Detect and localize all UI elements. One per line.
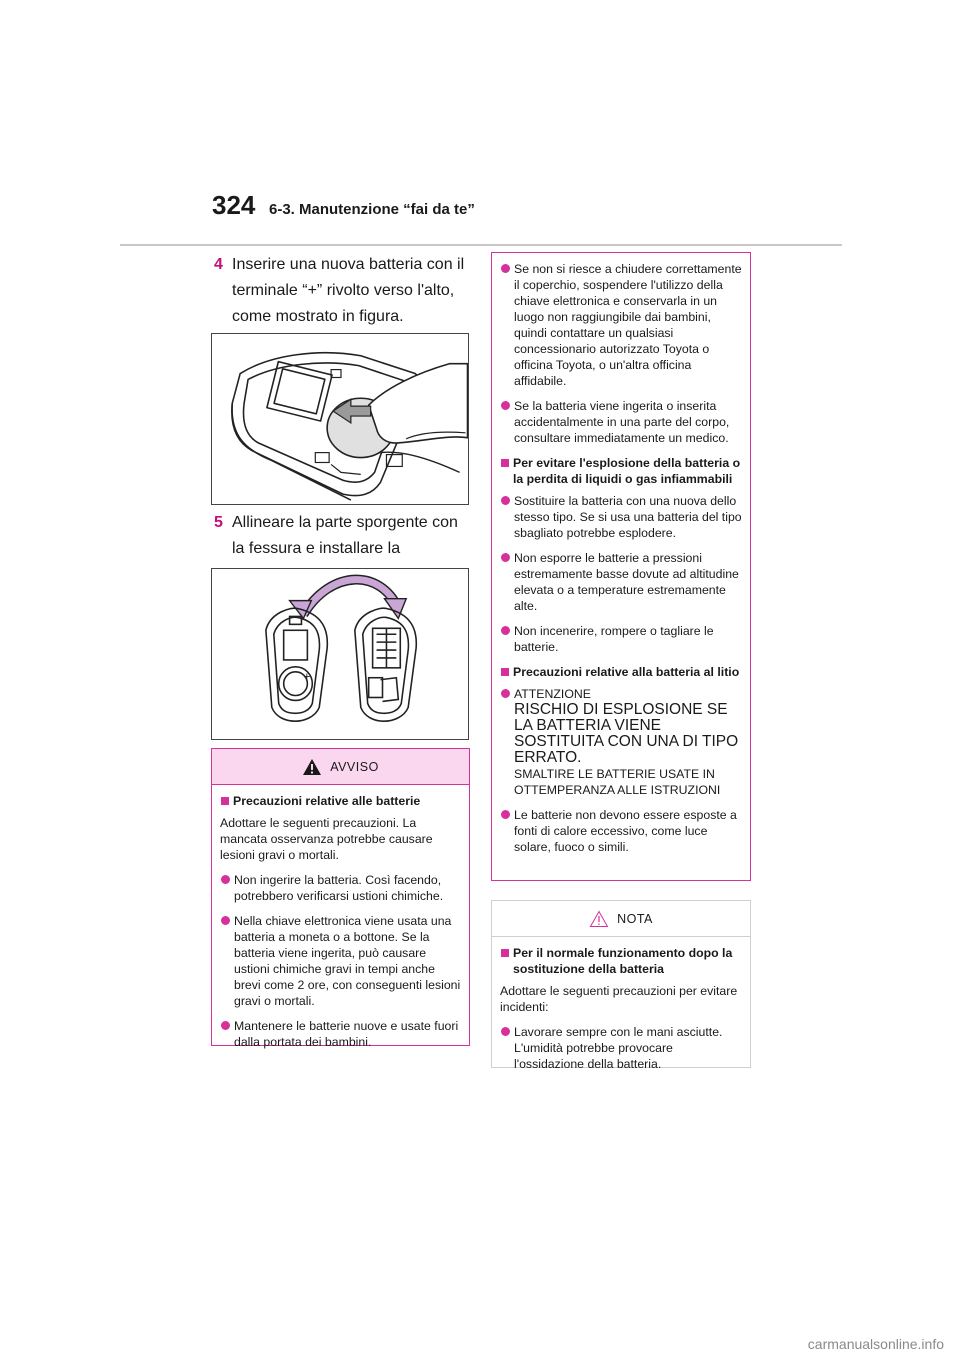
explosion-heading: Per evitare l'esplosione della batteria o la perdita di liquidi o gas infiammabili [500,455,742,487]
attenzione-warning: RISCHIO DI ESPLOSIONE SE LA BATTERIA VIENE SOSTITUITA CON UNA DI TIPO ERRATO. [514,701,739,766]
warning-bullet: Se la batteria viene ingerita o inserita accidentalmente in una parte del corpo, consultare immediatamente un medico. [500,398,742,446]
avviso-intro: Adottare le seguenti precauzioni. La mancata osservanza potrebbe causare lesioni gravi o mortali. [220,816,433,862]
avviso-continued-box [491,252,751,881]
avviso-warning-box [211,748,470,1049]
step-text: Inserire una nuova batteria con il terminale “+” rivolto verso l'alto, come mostrato in figura. [232,256,465,325]
nota-bullet: Lavorare sempre con le mani asciutte. L'umidità potrebbe provocare l'ossidazione della batteria. [500,1024,742,1072]
avviso-bullet: Nella chiave elettronica viene usata una batteria a moneta o a bottone. Se la batteria viene ingerita, può causare ustioni chimiche gravi in tempi anche brevi come 2 ore, con conseguenti lesioni gravi o mortali. [220,913,461,1009]
step-number: 4 [214,256,223,273]
nota-intro: Adottare le seguenti precauzioni per evitare incidenti: [500,984,738,1014]
nota-header [492,901,750,937]
plus-sign: + [303,669,311,684]
step-text: Allineare la parte sporgente con la fessura e installare la [232,514,458,557]
nota-heading: Per il normale funzionamento dopo la sostituzione della batteria [500,945,742,977]
header-divider [120,244,842,246]
warning-triangle-icon [302,758,322,776]
cover-install-illustration [211,568,469,740]
step-4 [214,252,470,330]
attenzione-label: ATTENZIONE [514,687,591,701]
step-number: 5 [214,514,223,531]
battery-insert-drawing [212,334,468,504]
avviso-bullet: Non ingerire la batteria. Così facendo, potrebbero verificarsi ustioni chimiche. [220,872,461,904]
warning-bullet: Le batterie non devono essere esposte a fonti di calore eccessivo, come luce solare, fuoco o simili. [500,807,742,855]
nota-box [491,900,751,1071]
battery-insert-illustration [211,333,469,505]
avviso-header [212,749,469,785]
warning-bullet: Non incenerire, rompere o tagliare le batterie. [500,623,742,655]
warning-bullet: Non esporre le batterie a pressioni estremamente basse dovute ad altitudine elevata o a temperature estremamente alte. [500,550,742,614]
watermark: carmanualsonline.info [807,1336,944,1352]
cover-install-drawing [212,569,468,739]
avviso-title: AVVISO [330,759,379,774]
caution-triangle-icon [589,910,609,928]
avviso-bullet: Mantenere le batterie nuove e usate fuori dalla portata dei bambini. [220,1018,461,1050]
warning-bullet: Sostituire la batteria con una nuova dello stesso tipo. Se si usa una batteria del tipo sbagliato potrebbe esplodere. [500,493,742,541]
avviso-heading: Precauzioni relative alle batterie [220,793,461,809]
attenzione-bullet [500,686,742,798]
nota-title: NOTA [617,911,653,926]
page-number: 324 [212,190,256,220]
lithium-heading: Precauzioni relative alla batteria al litio [500,664,742,680]
attenzione-disposal: SMALTIRE LE BATTERIE USATE IN OTTEMPERANZA ALLE ISTRUZIONI [514,767,721,797]
warning-bullet: Se non si riesce a chiudere correttamente il coperchio, sospendere l'utilizzo della chiave elettronica e conservarla in un luogo non raggiungibile dai bambini, quindi contattare un qualsiasi concessionario autorizzato Toyota o officina Toyota, o un'altra officina affidabile. [500,261,742,389]
section-title: 6-3. Manutenzione “fai da te” [269,201,475,218]
